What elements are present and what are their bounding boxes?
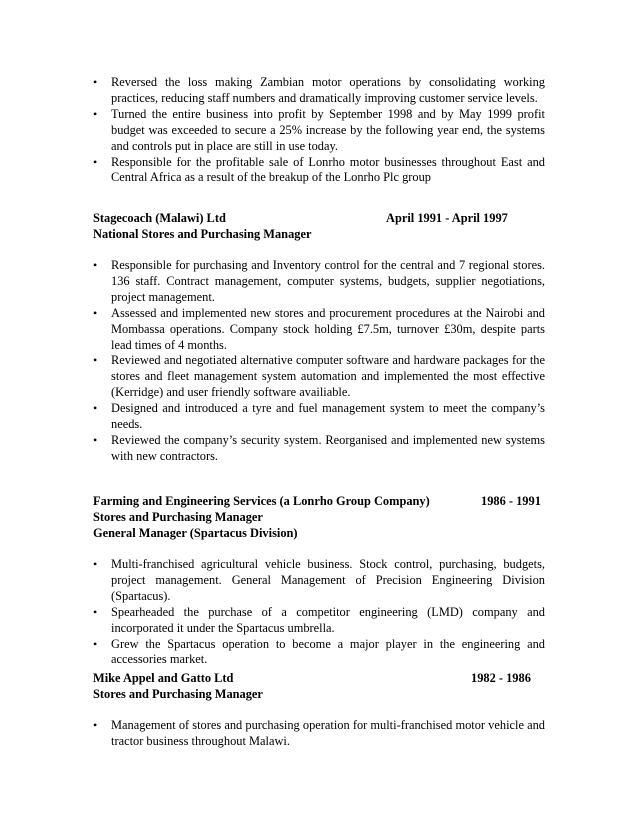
- farming-section: [93, 493, 545, 668]
- list-item: • Turned the entire business into profit by September 1998 and by May 1999 profit budget was exceeded to secure a 25% increase by the following year end, the systems and controls put in place are still in use today.: [93, 106, 545, 153]
- stagecoach-bullet-list: [93, 258, 545, 465]
- list-item: • Reviewed the company’s security system. Reorganised and implemented new systems with new contractors.: [93, 432, 545, 463]
- job-dates: 1986 - 1991: [481, 494, 541, 508]
- bullet-icon: •: [93, 154, 98, 169]
- company-name: Stagecoach (Malawi) Ltd: [93, 211, 226, 225]
- list-item: • Reversed the loss making Zambian motor operations by consolidating working practices, reducing staff numbers and dramatically improving customer service levels.: [93, 75, 545, 105]
- stagecoach-section: [93, 210, 545, 465]
- job-header: [93, 210, 545, 226]
- bullet-icon: •: [93, 401, 98, 416]
- job-dates: 1982 - 1986: [471, 671, 531, 685]
- list-item: • Responsible for the profitable sale of Lonrho motor businesses throughout East and Central Africa as a result of the breakup of the Lonrho Plc group: [93, 154, 545, 185]
- list-item: • Grew the Spartacus operation to become a major player in the engineering and accessories market.: [93, 636, 545, 667]
- farming-bullet-list: [93, 557, 545, 668]
- bullet-icon: •: [93, 718, 98, 732]
- bullet-icon: •: [93, 75, 98, 89]
- list-item: • Reviewed and negotiated alternative computer software and hardware packages for the stores and fleet management system automation and implemented the most effective (Kerridge) and user friendly software availiable.: [93, 353, 545, 400]
- job-title: Stores and Purchasing Manager: [93, 510, 263, 524]
- list-item: • Responsible for purchasing and Inventory control for the central and 7 regional stores. 136 staff. Contract management, computer systems, budgets, supplier negotiations, project management.: [93, 258, 545, 304]
- mike-appel-section: [93, 670, 545, 750]
- list-item: • Designed and introduced a tyre and fuel management system to meet the company’s needs.: [93, 401, 545, 432]
- company-name: Mike Appel and Gatto Ltd: [93, 671, 234, 685]
- bullet-icon: •: [93, 106, 98, 121]
- job-dates: April 1991 - April 1997: [386, 211, 508, 225]
- bullet-icon: •: [93, 432, 98, 447]
- lonrho-motor-section: [93, 75, 545, 186]
- bullet-icon: •: [93, 353, 98, 368]
- job-title: Stores and Purchasing Manager: [93, 687, 263, 701]
- bullet-icon: •: [93, 636, 98, 651]
- list-item: • Multi-franchised agricultural vehicle business. Stock control, purchasing, budgets, project management. General Management of Precision Engineering Division (Spartacus).: [93, 557, 545, 603]
- bullet-icon: •: [93, 305, 98, 320]
- bullet-icon: •: [93, 557, 98, 571]
- job-header: [93, 493, 545, 509]
- mike-appel-bullet-list: [93, 718, 545, 750]
- company-name: Farming and Engineering Services (a Lonrho Group Company): [93, 494, 430, 508]
- list-item: • Assessed and implemented new stores and procurement procedures at the Nairobi and Mombassa operations. Company stock holding £7.5m, turnover £30m, despite parts lead times of 4 months.: [93, 305, 545, 352]
- job-header: [93, 670, 545, 686]
- list-item: • Management of stores and purchasing operation for multi-franchised motor vehicle and tractor business throughout Malawi.: [93, 718, 545, 748]
- lonrho-bullet-list: [93, 75, 545, 186]
- list-item: • Spearheaded the purchase of a competitor engineering (LMD) company and incorporated it under the Spartacus umbrella.: [93, 604, 545, 635]
- bullet-icon: •: [93, 604, 98, 619]
- job-title: National Stores and Purchasing Manager: [93, 227, 312, 241]
- job-title: General Manager (Spartacus Division): [93, 526, 298, 540]
- bullet-icon: •: [93, 258, 98, 272]
